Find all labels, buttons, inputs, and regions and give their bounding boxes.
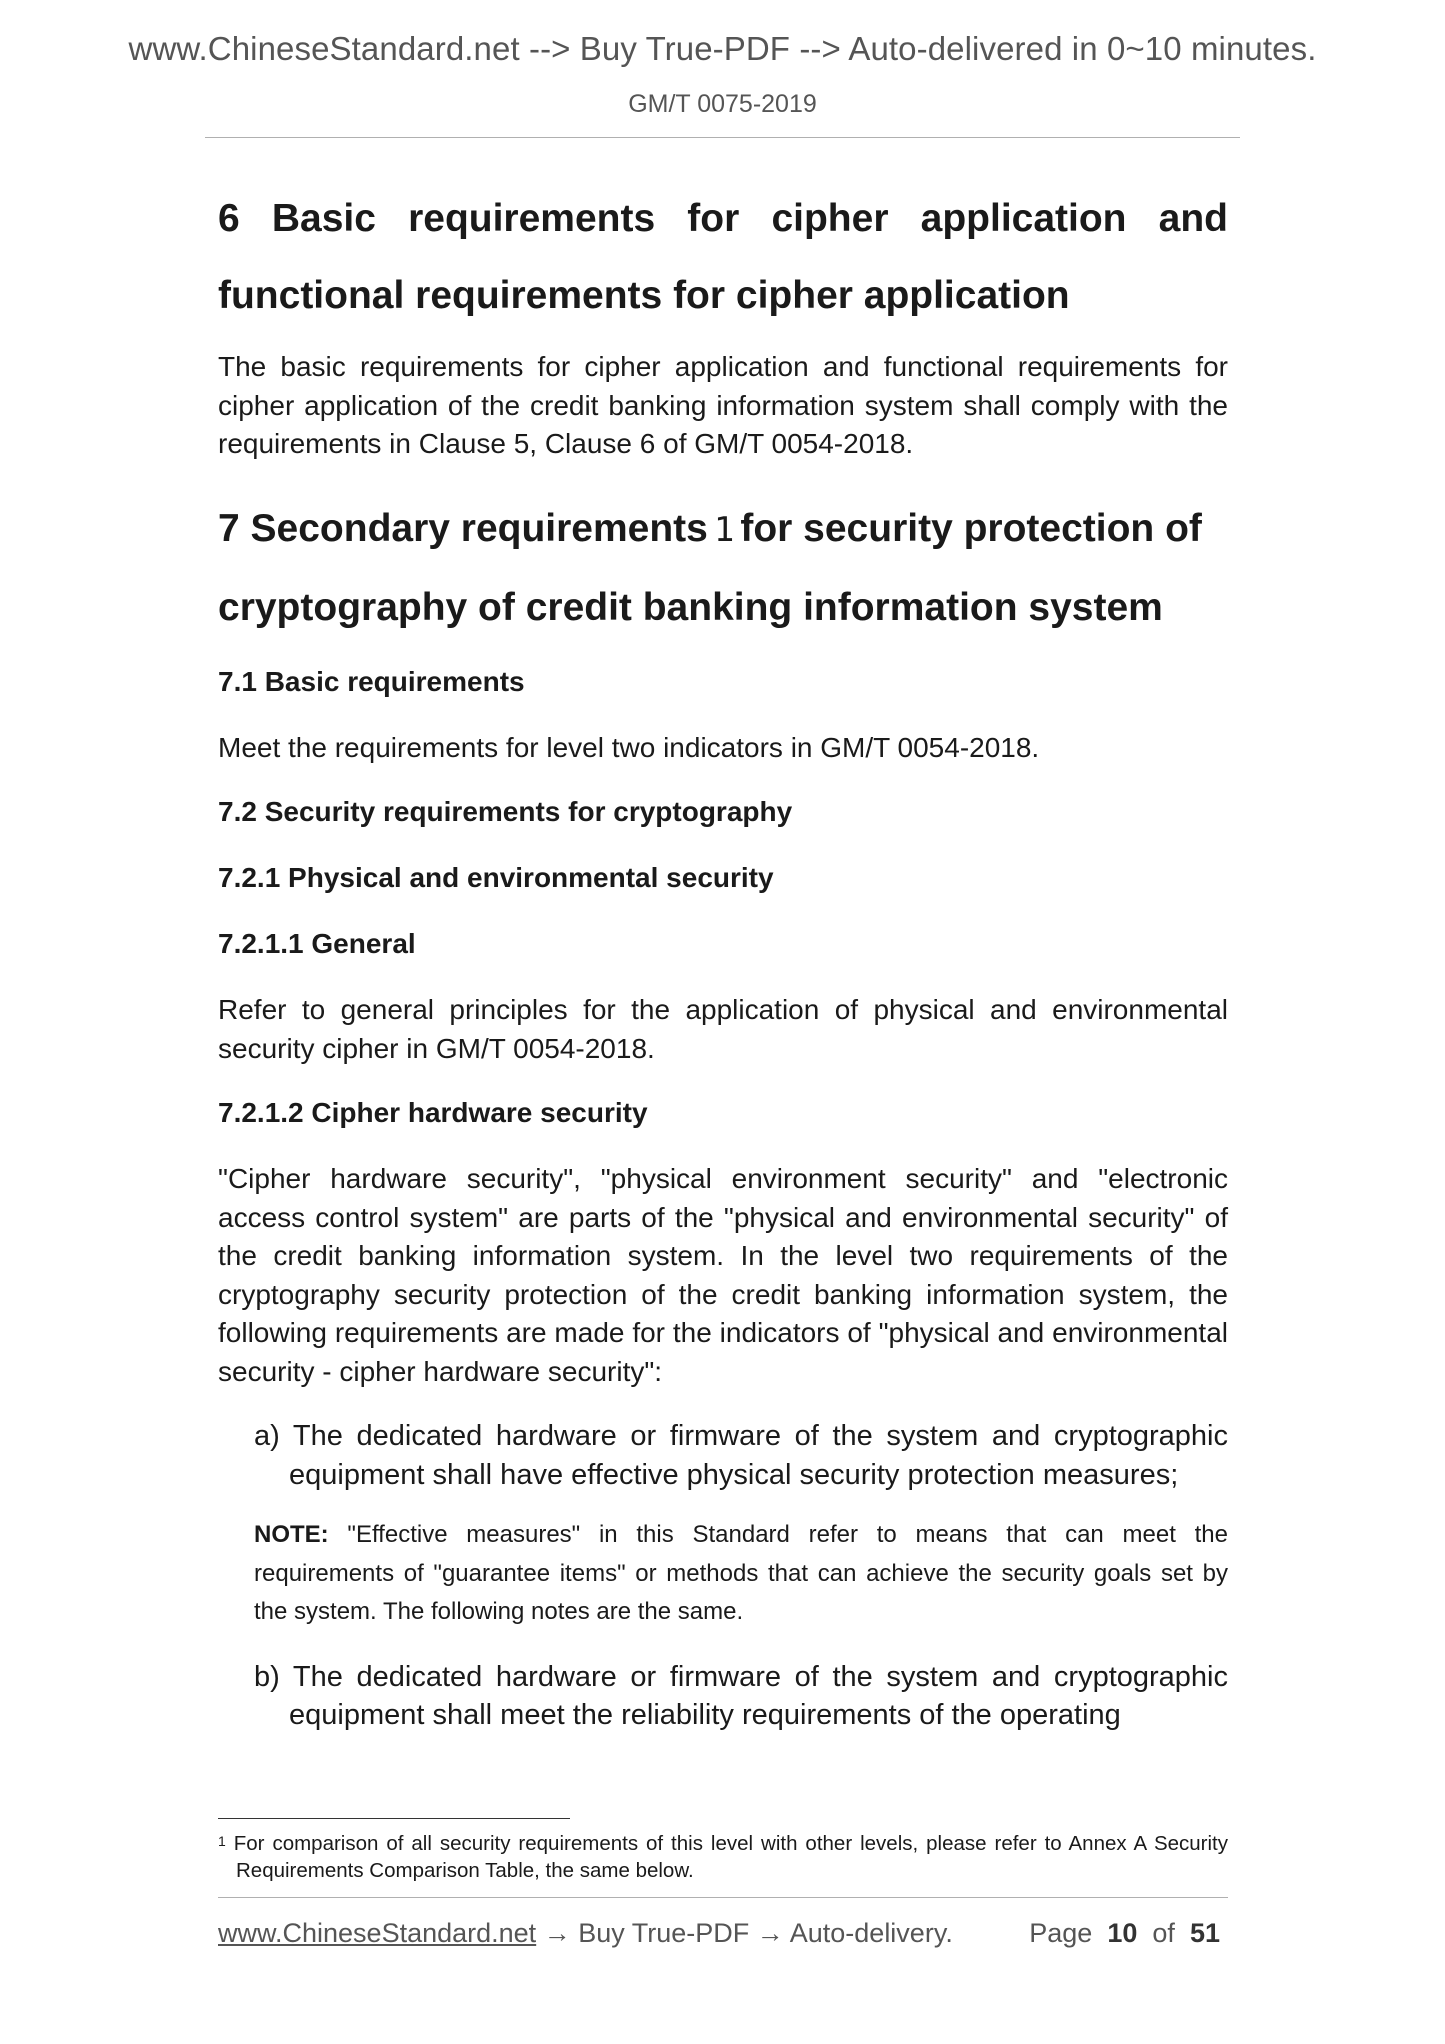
heading-7-2-1-2: 7.2.1.2 Cipher hardware security [218,1097,648,1128]
section-6-body: The basic requirements for cipher application and functional requirements for cipher application of the credit banking information system shall comply with the requirements in Clause 5, Clause 6 of GM/T 0054-2018. [218,351,1228,459]
footnote-reference[interactable]: 1 [713,509,735,550]
section-7-title-part-1: 7 Secondary requirements [218,506,708,550]
section-7-title-part-2: for security protection of [740,506,1202,550]
section-7-title-line-1 [218,490,1228,569]
footer-tagline: → Buy True-PDF → Auto-delivery. [536,1918,953,1948]
footer-divider [218,1897,1228,1898]
note-label: NOTE: [254,1521,329,1548]
page-content [218,180,1228,1735]
list-item-b: b) The dedicated hardware or firmware of the system and cryptographic equipment shall meet the reliability requirements of the operating [254,1660,1228,1731]
list-item-a: a) The dedicated hardware or firmware of the system and cryptographic equipment shall have effective physical security protection measures; [254,1420,1228,1491]
section-6-title-line-2: functional requirements for cipher application [218,274,1070,317]
document-code: GM/T 0075-2019 [628,90,817,118]
header-divider [205,137,1240,138]
heading-7-2: 7.2 Security requirements for cryptography [218,796,793,827]
paragraph-7-2-1-1: Refer to general principles for the application of physical and environmental security cipher in GM/T 0054-2018. [218,994,1228,1064]
section-6-title-line-1: 6 Basic requirements for cipher application and [218,197,1228,240]
paragraph-7-2-1-2: "Cipher hardware security", "physical environment security" and "electronic access control system" are parts of the "physical and environmental security" of the credit banking information system. In the level two requirements of the cryptography security protection of the credit banking information system, the following requirements are made for the indicators of "physical and environmental security - cipher hardware security": [218,1163,1228,1387]
page-number [1029,1918,1220,1949]
section-7-title-line-2: cryptography of credit banking information system [218,585,1163,629]
heading-7-1: 7.1 Basic requirements [218,665,525,697]
page-footer [218,1918,1228,1949]
page-label: Page [1029,1918,1093,1948]
page-total: 51 [1189,1918,1220,1948]
footnote-divider [218,1818,570,1819]
footnote-marker: 1 [218,1833,226,1849]
footnote-text: For comparison of all security requirements of this level with other levels, please refer to Annex A Security Requirements Comparison Table, the same below. [225,1832,1228,1882]
footnote [218,1830,1228,1884]
note [254,1516,1228,1632]
page-current: 10 [1107,1918,1138,1948]
footer-site-link[interactable]: www.ChineseStandard.net [218,1918,537,1948]
heading-7-2-1: 7.2.1 Physical and environmental security [218,862,774,893]
note-text: "Effective measures" in this Standard refer to means that can meet the requirements of "guarantee items" or methods that can achieve the security goals set by the system. The following notes are the same. [254,1521,1228,1625]
paragraph-7-1: Meet the requirements for level two indicators in GM/T 0054-2018. [218,731,1040,763]
top-banner: www.ChineseStandard.net --> Buy True-PDF --> Auto-delivered in 0~10 minutes. [128,30,1317,67]
heading-7-2-1-1: 7.2.1.1 General [218,928,416,959]
page-of: of [1152,1918,1175,1948]
